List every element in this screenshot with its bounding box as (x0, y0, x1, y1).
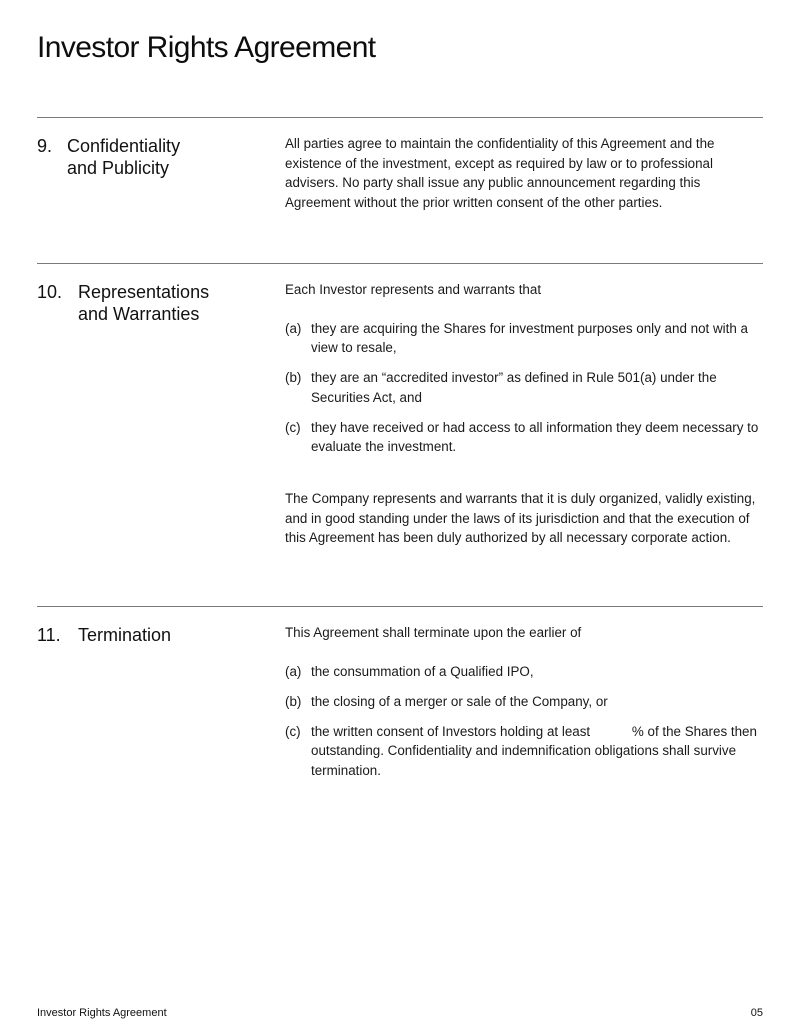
list-item (285, 368, 763, 407)
section-body (285, 280, 763, 548)
list-item (285, 418, 763, 457)
section-number: 11. (37, 625, 61, 645)
list-item (285, 662, 763, 682)
section-body (285, 623, 763, 791)
list-marker: (c) (285, 723, 301, 739)
section-title-line: and Warranties (78, 304, 200, 324)
list-item (285, 319, 763, 358)
list-item-text (311, 722, 763, 781)
clause-list (285, 319, 763, 457)
section-heading (37, 281, 277, 325)
closing-paragraph: The Company represents and warrants that it is duly organized, validly existing, and in good standing under the laws of its jurisdiction and that the execution of this Agreement has been duly authorized by all necessary corporate action. (285, 490, 756, 546)
list-item-text: they are acquiring the Shares for investment purposes only and not with a view to resale, (311, 320, 748, 356)
text-after-blank: % of the Shares then outstanding. Confidentiality and indemnification obligations shall survive termination. (311, 723, 757, 778)
list-marker: (a) (285, 320, 302, 336)
text-before-blank: the written consent of Investors holding at least (311, 723, 591, 739)
list-marker: (a) (285, 663, 302, 679)
section-body (285, 134, 763, 212)
section-title (78, 281, 209, 325)
list-item-text: they have received or had access to all information they deem necessary to evaluate the investment. (311, 419, 759, 455)
list-item (285, 692, 763, 712)
section-title (78, 624, 171, 646)
list-item-text: the closing of a merger or sale of the Company, or (311, 693, 608, 709)
section-divider (37, 263, 763, 264)
section-divider (37, 117, 763, 118)
page-title: Investor Rights Agreement (37, 31, 376, 64)
list-item-text: the consummation of a Qualified IPO, (311, 663, 534, 679)
list-marker: (b) (285, 370, 302, 386)
list-marker: (b) (285, 693, 302, 709)
list-item-text: they are an “accredited investor” as defined in Rule 501(a) under the Securities Act, and (311, 370, 717, 405)
footer-document-title: Investor Rights Agreement (37, 1007, 167, 1019)
section-number: 10. (37, 282, 63, 302)
list-item (285, 722, 763, 781)
clause-list (285, 662, 763, 781)
section-heading (37, 135, 277, 179)
paragraph: All parties agree to maintain the confidentiality of this Agreement and the existence of the investment, except as required by law or to professional advisers. No party shall issue any public announcement regarding this Agreement without the prior written consent of the other parties. (285, 136, 715, 210)
section-title-line: Representations (78, 282, 210, 302)
footer-page-number: 05 (750, 1007, 763, 1019)
section-title-line: Termination (78, 625, 172, 645)
section-heading (37, 624, 277, 646)
section-title (67, 135, 180, 179)
section-divider (37, 606, 763, 607)
list-marker: (c) (285, 419, 301, 435)
section-title-line: and Publicity (67, 158, 170, 178)
section-number: 9. (37, 136, 53, 156)
intro-paragraph: Each Investor represents and warrants that (285, 282, 542, 297)
section-title-line: Confidentiality (67, 136, 181, 156)
intro-paragraph: This Agreement shall terminate upon the earlier of (285, 625, 582, 640)
